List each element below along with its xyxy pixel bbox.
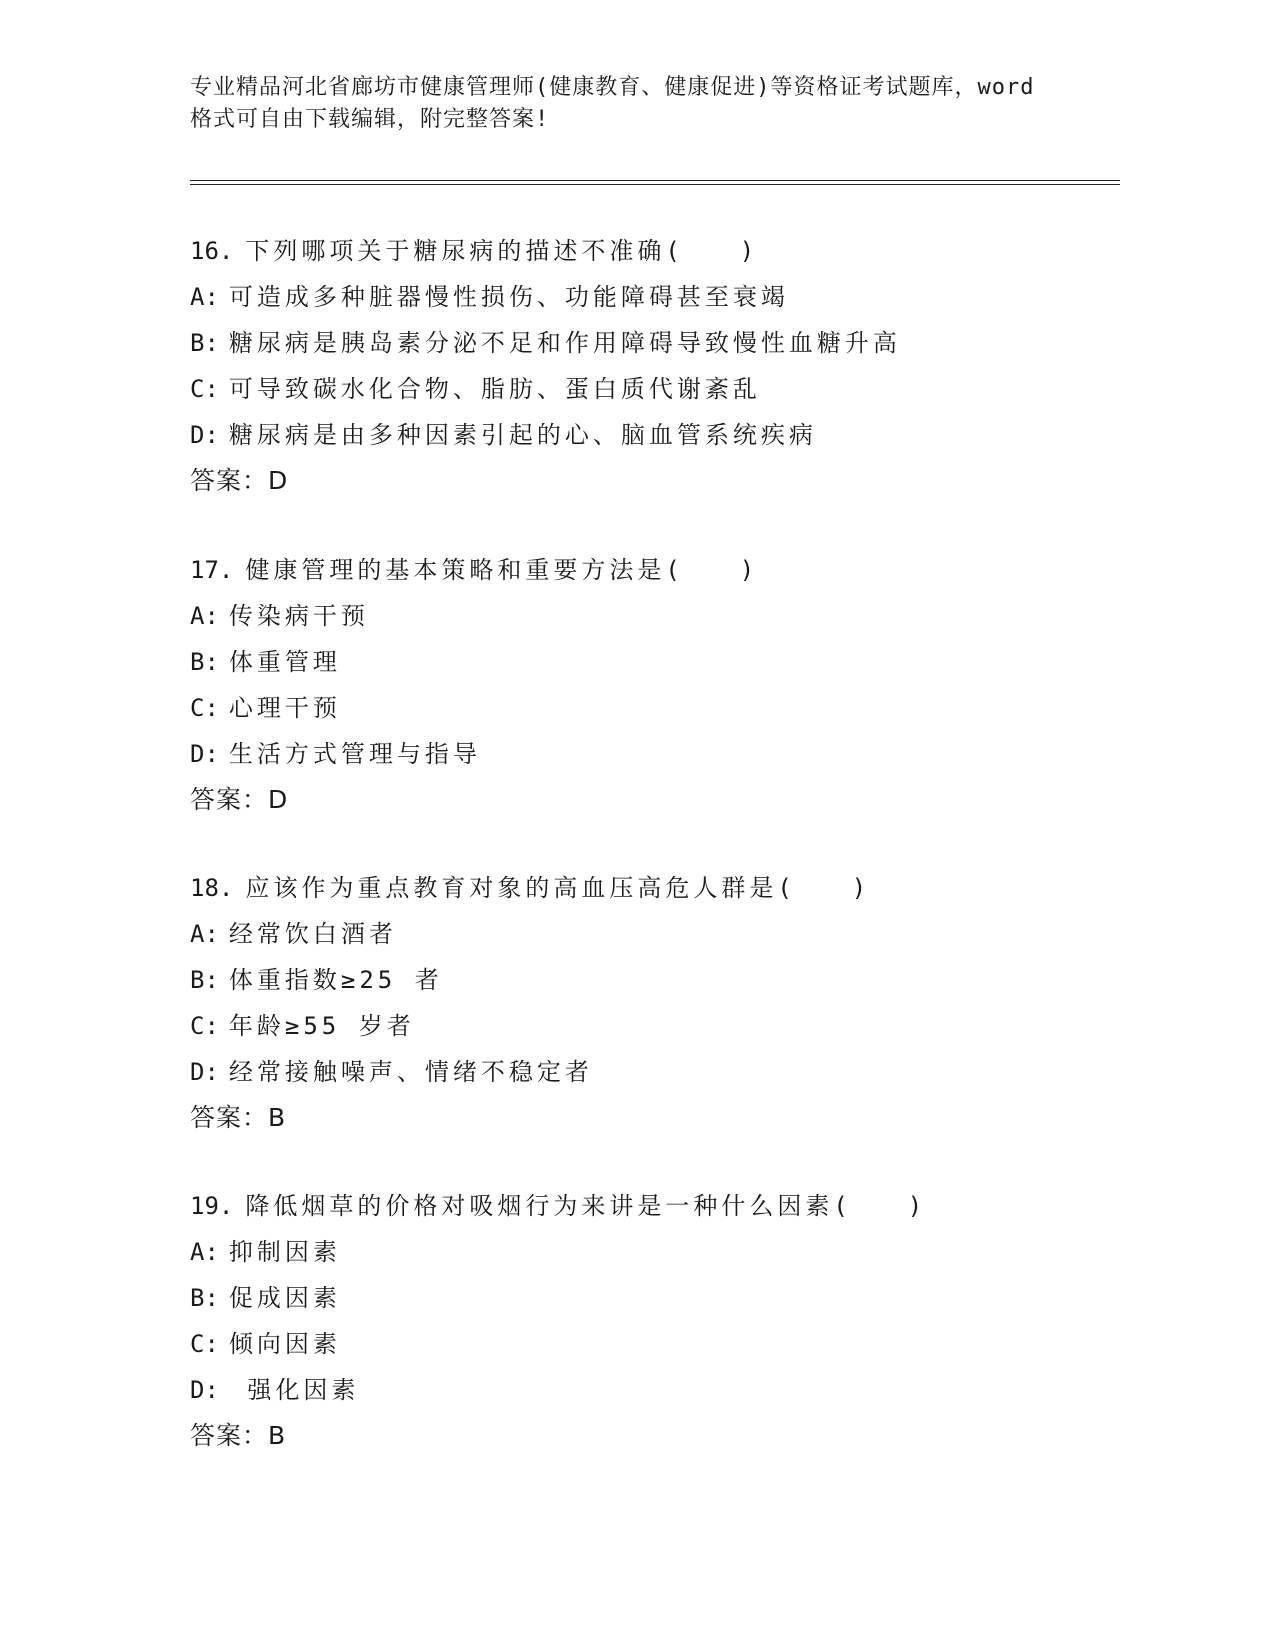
option-text: 促成因素 <box>228 1284 341 1312</box>
question-stem <box>190 547 1120 593</box>
option-letter: C: <box>190 375 219 403</box>
option-text: 经常接触噪声、情绪不稳定者 <box>228 1058 593 1086</box>
header-rule-top <box>190 180 1120 181</box>
header-rule-bottom <box>190 184 1120 185</box>
answer-line: 答案：D <box>190 785 289 814</box>
answer-line: 答案：B <box>190 1103 287 1132</box>
option-c <box>190 1003 1120 1049</box>
question-text: 健康管理的基本策略和重要方法是( ) <box>245 556 759 584</box>
option-d <box>190 731 1120 777</box>
answer-line: 答案：D <box>190 466 289 495</box>
option-c <box>190 685 1120 731</box>
option-d <box>190 1367 1120 1413</box>
option-letter: D: <box>190 1058 219 1086</box>
option-a <box>190 911 1120 957</box>
option-d <box>190 1049 1120 1095</box>
option-letter: C: <box>190 1330 219 1358</box>
question-number: 17. <box>190 556 234 584</box>
question-number: 16. <box>190 237 234 265</box>
question-19 <box>190 1183 1120 1459</box>
option-letter: B: <box>190 648 219 676</box>
option-letter: D: <box>190 421 219 449</box>
question-text: 下列哪项关于糖尿病的描述不准确( ) <box>245 237 759 265</box>
question-17 <box>190 547 1120 823</box>
option-a <box>190 274 1120 320</box>
option-c <box>190 1321 1120 1367</box>
question-stem <box>190 1183 1120 1229</box>
option-text: 强化因素 <box>228 1376 360 1404</box>
option-text: 倾向因素 <box>228 1330 341 1358</box>
answer-line: 答案：B <box>190 1421 287 1450</box>
option-letter: B: <box>190 329 219 357</box>
option-text: 年龄≥55 岁者 <box>228 1012 415 1040</box>
option-a <box>190 593 1120 639</box>
option-c <box>190 366 1120 412</box>
option-text: 传染病干预 <box>228 602 369 630</box>
option-b <box>190 957 1120 1003</box>
question-stem <box>190 228 1120 274</box>
option-letter: B: <box>190 966 219 994</box>
question-stem <box>190 865 1120 911</box>
option-a <box>190 1229 1120 1275</box>
option-text: 心理干预 <box>228 694 341 722</box>
header-line-1: 专业精品河北省廊坊市健康管理师(健康教育、健康促进)等资格证考试题库，word <box>190 75 1035 100</box>
option-text: 抑制因素 <box>228 1238 341 1266</box>
option-text: 糖尿病是由多种因素引起的心、脑血管系统疾病 <box>228 421 817 449</box>
question-text: 应该作为重点教育对象的高血压高危人群是( ) <box>245 874 871 902</box>
header-line-2: 格式可自由下载编辑，附完整答案! <box>190 107 550 132</box>
option-letter: A: <box>190 1238 219 1266</box>
option-text: 可导致碳水化合物、脂肪、蛋白质代谢紊乱 <box>228 375 761 403</box>
option-b <box>190 1275 1120 1321</box>
option-letter: A: <box>190 920 219 948</box>
option-text: 可造成多种脏器慢性损伤、功能障碍甚至衰竭 <box>228 283 789 311</box>
option-letter: A: <box>190 283 219 311</box>
option-b <box>190 320 1120 366</box>
document-header <box>190 72 1120 136</box>
question-number: 19. <box>190 1192 234 1220</box>
option-text: 体重管理 <box>228 648 341 676</box>
question-number: 18. <box>190 874 234 902</box>
option-d <box>190 412 1120 458</box>
option-b <box>190 639 1120 685</box>
option-letter: D: <box>190 740 219 768</box>
option-letter: B: <box>190 1284 219 1312</box>
option-letter: C: <box>190 1012 219 1040</box>
question-16 <box>190 228 1120 504</box>
question-text: 降低烟草的价格对吸烟行为来讲是一种什么因素( ) <box>245 1192 927 1220</box>
option-text: 经常饮白酒者 <box>228 920 397 948</box>
option-text: 糖尿病是胰岛素分泌不足和作用障碍导致慢性血糖升高 <box>228 329 901 357</box>
option-text: 体重指数≥25 者 <box>228 966 443 994</box>
option-letter: A: <box>190 602 219 630</box>
option-letter: C: <box>190 694 219 722</box>
question-18 <box>190 865 1120 1141</box>
option-letter: D: <box>190 1376 219 1404</box>
option-text: 生活方式管理与指导 <box>228 740 481 768</box>
